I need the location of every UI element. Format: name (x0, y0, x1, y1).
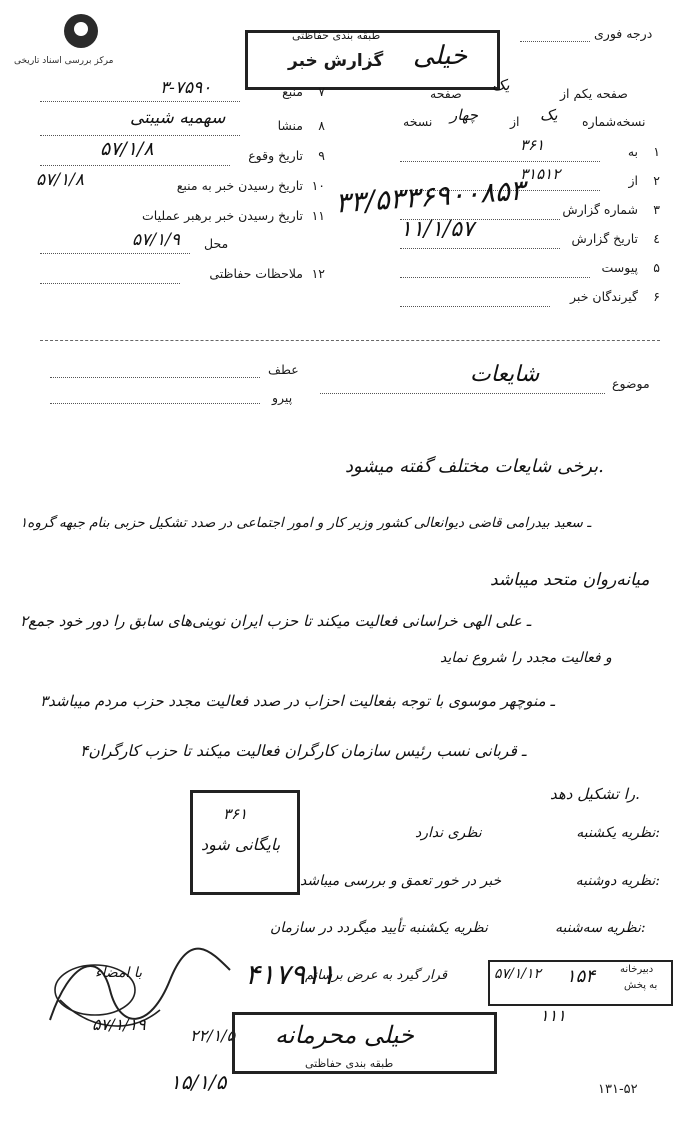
field-row (36, 170, 325, 200)
subject-value: شایعات (470, 362, 540, 387)
field-num: ۲ (653, 173, 660, 188)
secretariat-stamp (488, 960, 673, 1006)
urgency-label: درجه فوری (594, 26, 653, 41)
classification-handwritten: خیلی (413, 41, 468, 71)
field-label: تاریخ رسیدن خبر برهبر عملیات (142, 208, 303, 223)
field-num: ۷ (318, 84, 325, 99)
field-num: ۸ (318, 118, 325, 133)
date-mid: ۲۲/۱/۵ (190, 1026, 236, 1045)
secretariat-num: ۱۵۴ (566, 966, 596, 987)
big-handwritten-number: ۳۳/۵۳۳۶۹۰۰۸۵۳ (334, 173, 526, 220)
body-item-3-line-1: ۳ـ منوچهر موسوی با توجه بفعالیت احزاب در صدد فعالیت مجدد حزب مردم میباشد (40, 692, 555, 710)
field-row (400, 136, 660, 166)
footer-hw-number: ۴۱۷۹۱۱ (245, 958, 336, 991)
field-num: ۶ (653, 289, 660, 304)
field-label: به (627, 144, 638, 159)
field-num: ۱۲ (311, 266, 325, 281)
atf-label: عطف (268, 362, 299, 377)
field-row (40, 204, 325, 230)
date-left: ۵۷/۱/۱۹ (92, 1015, 146, 1034)
field-value: ۳۶۱ (520, 136, 545, 154)
left-field-rows (36, 78, 325, 290)
copy-value-1: یک (540, 106, 558, 124)
field-num: ۱۱ (311, 208, 325, 223)
note-text: نظریه یکشنبه تأیید میگردد در سازمان (270, 920, 488, 936)
right-field-rows (400, 136, 660, 320)
report-title: گزارش خبر (288, 51, 384, 71)
field-value: ۳-۷۵۹۰ (160, 78, 212, 98)
body-item-1-line-1: ۱ـ سعید بیدرامی قاضی دیوانعالی کشور وزیر کار و امور اجتماعی در صدد تشکیل حزبی بنام جبهه گروه (20, 515, 592, 531)
field-row (40, 138, 325, 170)
field-value: ۳۱۵۱۲ (520, 165, 561, 183)
field-num: ۹ (318, 148, 325, 163)
field-label: گیرندگان خبر (570, 289, 638, 304)
archive-logo (14, 12, 138, 72)
footer-hw-note: قرار گیرد به عرض برسانم (305, 968, 448, 983)
field-value: ۵۷/۱/۸ (36, 170, 84, 190)
field-row (40, 262, 325, 288)
field-value: ۵۷/۱/۸ (100, 138, 154, 160)
archive-stamp (190, 790, 300, 895)
bottom-stamp-label: طبقه بندی حفاظتی (305, 1057, 394, 1070)
copy-label-2: نسخه (403, 114, 433, 129)
archive-stamp-text: بایگانی شود (201, 835, 281, 854)
bottom-classification-stamp (232, 1012, 497, 1074)
body-item-4-line-1: ۴ـ قربانی نسب رئیس سازمان کارگران فعالیت میکند تا حزب کارگران (80, 742, 527, 760)
field-row (40, 232, 325, 258)
field-label: از (628, 173, 638, 188)
field-label: تاریخ رسیدن خبر به منبع (176, 178, 303, 193)
archive-stamp-number: ۳۶۱ (223, 805, 248, 823)
field-row (40, 108, 325, 140)
field-num: ٤ (653, 231, 660, 246)
body-item-2-line-1: ۲ـ علی الهی خراسانی فعالیت میکند تا حزب ایران نوینی‌های سابق را دور خود جمع (20, 612, 531, 630)
body-item-2-line-2: و فعالیت مجدد را شروع نماید (440, 650, 612, 666)
secretariat-line-2: به پخش (624, 980, 658, 991)
secretariat-date: ۵۷/۱/۱۲ (494, 966, 542, 982)
field-num: ۱۰ (311, 178, 325, 193)
field-value: ۵۷/۱/۹ (132, 230, 180, 250)
field-label: تاریخ وقوع (248, 148, 303, 163)
body-item-1-line-2: میانه‌روان متحد میباشد (490, 570, 650, 590)
page-label-2: صفحه (430, 86, 462, 101)
note-label: نظریه سه‌شنبه: (555, 920, 646, 936)
signature-left-label: با امضاء (95, 965, 142, 981)
note-text: خبر در خور تعمق و بررسی میباشد (300, 873, 502, 889)
body-item-4-line-2: را تشکیل دهد. (550, 785, 640, 803)
copy-mid: از (510, 114, 520, 129)
top-stamp-label: طبقه بندی حفاظتی (292, 29, 381, 42)
page-value: یک (492, 76, 510, 94)
field-num: ۳ (653, 202, 660, 217)
date-bottom: ۱۵/۱/۵ (170, 1070, 227, 1094)
field-row (400, 285, 660, 311)
field-row (40, 80, 325, 106)
secretariat-sub: ۱۱۱ (540, 1006, 566, 1025)
note-label: نظریه یکشنبه: (576, 825, 660, 841)
divider (40, 340, 660, 341)
field-num: ۱ (653, 144, 660, 159)
field-label: منبع (282, 84, 303, 99)
field-value: سهمیه شیبتی (130, 108, 226, 128)
bottom-stamp-hw: خیلی محرمانه (275, 1021, 414, 1049)
page-label: صفحه یکم از (560, 86, 628, 101)
logo-text: مرکز بررسی اسناد تاریخی (14, 56, 114, 66)
field-value: ۱۱/۱/۵۷ (400, 217, 474, 242)
subject-label: موضوع (612, 376, 650, 391)
note-text: نظری ندارد (415, 825, 482, 841)
field-label: تاریخ گزارش (571, 231, 638, 246)
field-label: منشا (277, 118, 303, 133)
field-label: محل (204, 236, 229, 251)
peyro-label: پیرو (272, 390, 293, 405)
doc-code: ۱۳۱-۵۲ (598, 1082, 638, 1097)
field-label: پیوست (601, 260, 638, 275)
field-num: ۵ (653, 260, 660, 275)
copy-label: نسخه‌شماره (582, 114, 646, 129)
copy-value-2: چهار (450, 106, 479, 124)
note-label: نظریه دوشنبه: (575, 873, 660, 889)
field-row (400, 217, 660, 253)
secretariat-line-1: دبیرخانه (620, 964, 654, 975)
field-row (400, 256, 660, 282)
body-intro: برخی شایعات مختلف گفته میشود. (345, 456, 604, 477)
field-label: شماره گزارش (562, 202, 638, 217)
field-label: ملاحظات حفاظتی (209, 266, 303, 281)
